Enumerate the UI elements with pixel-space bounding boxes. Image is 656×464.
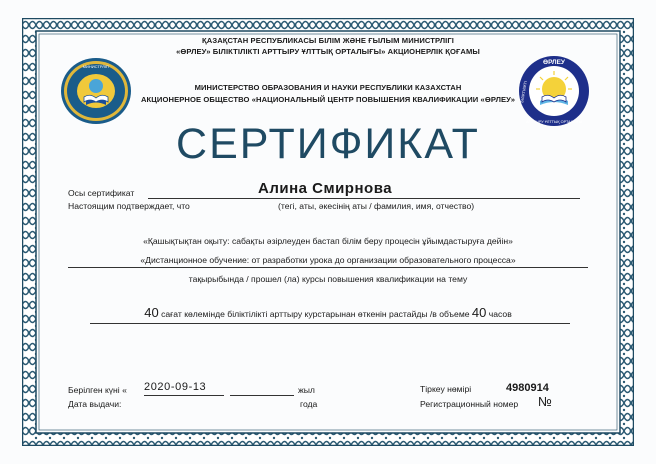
certificate-title: СЕРТИФИКАТ [176,120,480,168]
orleu-left-text: БІЛІКТІЛІКТІ [520,80,528,103]
certificate-content [40,32,616,432]
registration-number: 4980914 [506,382,549,394]
recipient-name-hint: (тегі, аты, әкесінің аты / фамилия, имя, отчество) [278,201,475,211]
issue-year-kz: жыл [298,385,315,395]
hours-suffix: часов [488,309,512,319]
issue-month-underline [230,395,294,396]
hours-prefix: 40 [144,305,159,320]
course-hours-line [40,305,616,320]
orleu-top-text: ӨРЛЕУ [543,59,565,66]
registration-label-ru: Регистрационный номер [420,399,519,409]
number-sign: № [538,394,552,409]
header-kz-line2: «ӨРЛЕУ» БІЛІКТІЛІКТІ АРТТЫРУ ҰЛТТЫҚ ОРТАЛЫҒЫ» АКЦИОНЕРЛІК ҚОҒАМЫ [176,47,480,56]
header-ru-line1: МИНИСТЕРСТВО ОБРАЗОВАНИЯ И НАУКИ РЕСПУБЛИКИ КАЗАХСТАН [194,83,462,92]
issue-label-ru: Дата выдачи: [68,399,122,409]
header-kz-line1: ҚАЗАҚСТАН РЕСПУБЛИКАСЫ БІЛІМ ЖӘНЕ ҒЫЛЫМ МИНИСТРЛІГІ [202,36,454,45]
course-hours-underline [90,323,570,324]
hours-value: 40 [471,305,487,320]
course-subject-line: тақырыбында / прошел (ла) курсы повышения квалификации на тему [188,274,468,284]
recipient-name: Алина Смирнова [258,180,393,197]
recipient-name-underline [148,198,580,199]
orleu-bottom-text: АРТТЫРУ ҰЛТТЫҚ ОРТАЛЫҒЫ [525,120,583,124]
issue-date-underline [144,395,224,396]
header-ru-line2: АКЦИОНЕРНОЕ ОБЩЕСТВО «НАЦИОНАЛЬНЫЙ ЦЕНТР ПОВЫШЕНИЯ КВАЛИФИКАЦИИ «ӨРЛЕУ» [140,95,516,104]
course-title-ru: «Дистанционное обучение: от разработки урока до организации образовательного процесса» [140,255,516,265]
issue-label-kz: Берілген күні « [68,385,127,395]
recipient-label-ru: Настоящим подтверждает, что [68,201,190,211]
recipient-label-kz: Осы сертификат [68,188,135,198]
issue-year-ru: года [300,399,318,409]
svg-text:МИНИСТРЛІГІ: МИНИСТРЛІГІ [82,64,110,69]
hours-text: сағат көлемінде біліктілікті арттыру курстарынан өткенін растайды /в объеме [161,309,470,319]
registration-label-kz: Тіркеу нөмірі [420,384,472,394]
course-title-kz: «Қашықтықтан оқыту: сабақты әзірлеуден бастап білім беру процесін ұйымдастыруға дейін» [143,236,513,246]
course-title-underline [68,267,588,268]
issue-date: 2020-09-13 [144,381,207,393]
